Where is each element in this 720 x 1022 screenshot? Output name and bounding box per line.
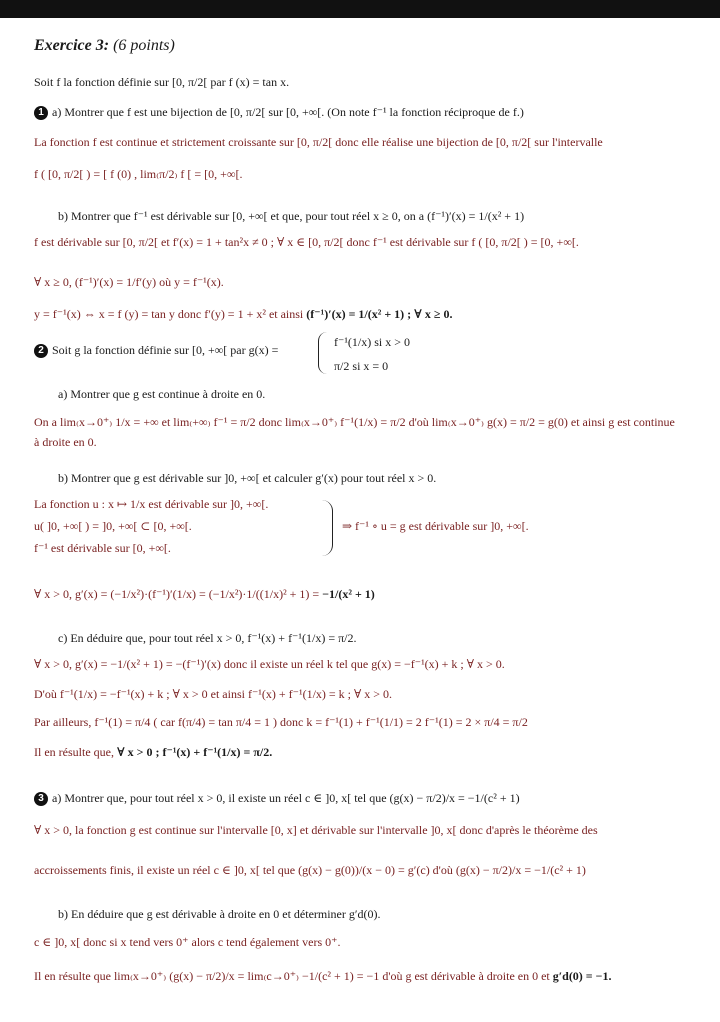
q2-b-answer-4 <box>34 586 700 602</box>
q3-b-answer-2 <box>34 968 700 984</box>
q2-case-1: f⁻¹(1/x) si x > 0 <box>334 335 411 349</box>
q1-b-result: (f⁻¹)′(x) = 1/(x² + 1) ; ∀ x ≥ 0. <box>306 307 453 321</box>
q2-def-text: Soit g la fonction définie sur [0, +∞[ par g(x) = <box>52 343 279 357</box>
question-number-3: 3 <box>34 792 48 806</box>
q3-a-question <box>34 790 700 806</box>
q3-b-answer-2-text: Il en résulte que lim₍x→0⁺₎ (g(x) − π/2)/x = lim₍c→0⁺₎ −1/(c² + 1) = −1 d'où g est dérivable à droite en 0 et <box>34 969 550 983</box>
title-text: Exercice 3: <box>34 37 110 54</box>
q2-c-answer-3: Par ailleurs, f⁻¹(1) = π/4 ( car f(π/4) = tan π/4 = 1 ) donc k = f⁻¹(1) + f⁻¹(1/1) = 2 f⁻¹(1) = 2 × π/4 = π/2 <box>34 715 528 729</box>
q2-a-question: a) Montrer que g est continue à droite en 0. <box>58 387 266 401</box>
exercise-title <box>34 38 700 54</box>
q2-c-answer-2: D'où f⁻¹(1/x) = −f⁻¹(x) + k ; ∀ x > 0 et ainsi f⁻¹(x) + f⁻¹(1/x) = k ; ∀ x > 0. <box>34 687 393 701</box>
q1-a-question <box>34 104 700 120</box>
q3-a-answer-2: accroissements finis, il existe un réel c ∈ ]0, x[ tel que (g(x) − g(0))/(x − 0) = g′(c) d'où (g(x) − π/2)/x = −1/(c² + 1) <box>34 863 586 877</box>
q1-a-answer-2: f ( [0, π/2[ ) = [ f (0) , lim₍π/2₎ f [ = [0, +∞[. <box>34 167 243 181</box>
q2-cases-brace <box>318 332 327 374</box>
q1-a-text: a) Montrer que f est une bijection de [0, π/2[ sur [0, +∞[. (On note f⁻¹ la fonction réciproque de f.) <box>52 105 524 119</box>
q2-b-answer-4-text: ∀ x > 0, g′(x) = (−1/x²)·(f⁻¹)′(1/x) = (−1/x²)·1/((1/x)² + 1) = <box>34 587 320 601</box>
q1-a-answer-1: La fonction f est continue et strictement croissante sur [0, π/2[ donc elle réalise une bijection de [0, π/2[ sur l'intervalle <box>34 135 603 149</box>
question-number-2: 2 <box>34 344 48 358</box>
q1-b-answer-3 <box>34 306 700 322</box>
q2-b-brace <box>322 500 333 556</box>
q2-b-answer-2: u( ]0, +∞[ ) = ]0, +∞[ ⊂ [0, +∞[. <box>34 519 192 533</box>
q3-a-answer-1: ∀ x > 0, la fonction g est continue sur l'intervalle [0, x] et dérivable sur l'intervalle ]0, x[ donc d'après le théorème des <box>34 823 598 837</box>
q3-a-text: a) Montrer que, pour tout réel x > 0, il existe un réel c ∈ ]0, x[ tel que (g(x) − π/2)/x = −1/(c² + 1) <box>52 791 520 805</box>
question-number-1: 1 <box>34 106 48 120</box>
q2-c-answer-4-text: Il en résulte que, <box>34 745 114 759</box>
q2-c-result: ∀ x > 0 ; f⁻¹(x) + f⁻¹(1/x) = π/2. <box>116 745 273 759</box>
q2-b-question: b) Montrer que g est dérivable sur ]0, +∞[ et calculer g′(x) pour tout réel x > 0. <box>58 471 437 485</box>
q2-b-answer-1: La fonction u : x ↦ 1/x est dérivable sur ]0, +∞[. <box>34 497 269 511</box>
intro-text: Soit f la fonction définie sur [0, π/2[ par f (x) = tan x. <box>34 75 290 89</box>
top-bar <box>0 0 720 18</box>
q1-b-answer-2: ∀ x ≥ 0, (f⁻¹)′(x) = 1/f′(y) où y = f⁻¹(x). <box>34 275 224 289</box>
q3-b-question: b) En déduire que g est dérivable à droite en 0 et déterminer g′d(0). <box>58 907 381 921</box>
q2-c-question: c) En déduire que, pour tout réel x > 0, f⁻¹(x) + f⁻¹(1/x) = π/2. <box>58 631 357 645</box>
q3-b-result: g′d(0) = −1. <box>552 969 612 983</box>
q2-c-answer-1: ∀ x > 0, g′(x) = −1/(x² + 1) = −(f⁻¹)′(x) donc il existe un réel k tel que g(x) = −f⁻¹(x) + k ; ∀ x > 0. <box>34 657 505 671</box>
q2-b-result: −1/(x² + 1) <box>322 587 375 601</box>
q2-c-answer-4 <box>34 744 700 760</box>
q2-b-answer-3: f⁻¹ est dérivable sur [0, +∞[. <box>34 541 171 555</box>
q2-b-conclusion: ⇒ f⁻¹ ∘ u = g est dérivable sur ]0, +∞[. <box>342 519 529 533</box>
q3-b-answer-1: c ∈ ]0, x[ donc si x tend vers 0⁺ alors c tend également vers 0⁺. <box>34 935 341 949</box>
points-text: (6 points) <box>113 37 175 54</box>
q1-b-question: b) Montrer que f⁻¹ est dérivable sur [0, +∞[ et que, pour tout réel x ≥ 0, on a (f⁻¹)′(x) = 1/(x² + 1) <box>58 209 525 223</box>
q2-a-answer-2: à droite en 0. <box>34 435 97 449</box>
q2-a-answer-1: On a lim₍x→0⁺₎ 1/x = +∞ et lim₍+∞₎ f⁻¹ = π/2 donc lim₍x→0⁺₎ f⁻¹(1/x) = π/2 d'où lim₍x→0⁺₎ g(x) = π/2 = g(0) et ainsi g est continue <box>34 415 675 429</box>
q1-b-answer-3-text: y = f⁻¹(x) ⇔ x = f (y) = tan y donc f′(y) = 1 + x² et ainsi <box>34 307 304 321</box>
q2-case-2: π/2 si x = 0 <box>334 359 389 373</box>
q1-b-answer-1: f est dérivable sur [0, π/2[ et f′(x) = 1 + tan²x ≠ 0 ; ∀ x ∈ [0, π/2[ donc f⁻¹ est dérivable sur f ( [0, π/2[ ) = [0, +∞[. <box>34 235 579 249</box>
